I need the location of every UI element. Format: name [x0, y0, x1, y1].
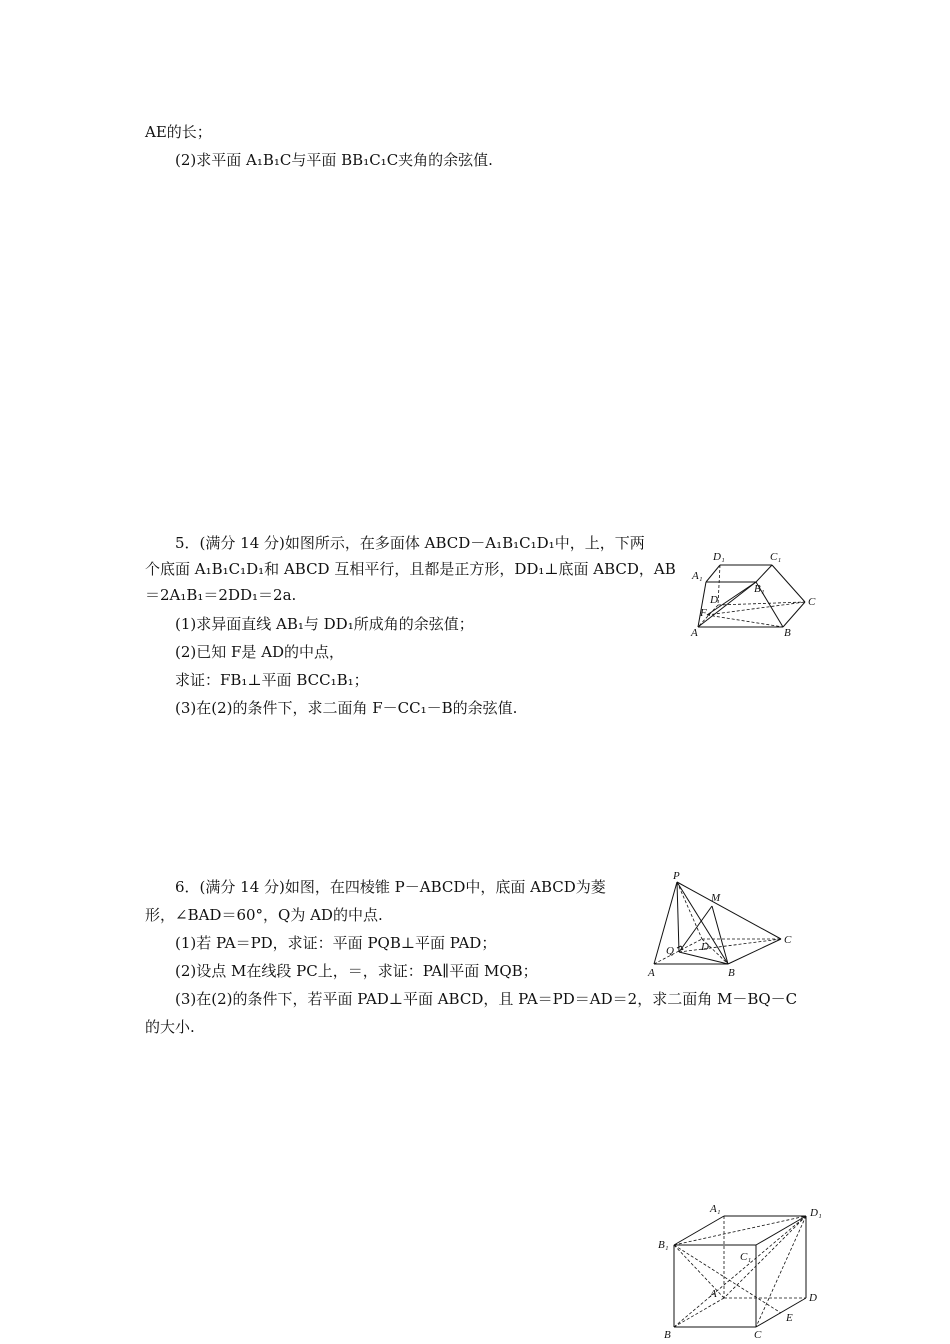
vertex-label: A₁: [710, 1203, 721, 1215]
vertex-label: F: [700, 607, 707, 619]
vertex-label: C: [784, 934, 792, 946]
vertex-label: B: [728, 967, 735, 979]
vertex-label: B: [784, 627, 791, 639]
text-line: (3)在(2)的条件下，求二面角 F－CC₁－B的余弦值.: [175, 699, 518, 717]
vertex-label: C₁: [740, 1251, 752, 1263]
vertex-label: D: [710, 594, 718, 606]
vertex-label: C₁: [770, 551, 782, 563]
text-line: 求证：FB₁⊥平面 BCC₁B₁；: [175, 671, 369, 689]
vertex-label: D₁: [810, 1207, 822, 1219]
vertex-label: Q: [666, 945, 674, 957]
text-line: 形，∠BAD＝60°，Q为 AD的中点.: [145, 906, 383, 924]
text-line: (2)已知 F是 AD的中点，: [175, 643, 345, 661]
vertex-label: A: [691, 627, 698, 639]
pyramid-figure: [644, 868, 794, 980]
polyhedron-figure: [688, 545, 823, 640]
text-line: 个底面 A₁B₁C₁D₁和 ABCD 互相平行，且都是正方形，DD₁⊥底面 ABCD，AB: [145, 560, 676, 578]
vertex-label: D: [701, 941, 709, 953]
text-line: ＝2A₁B₁＝2DD₁＝2a.: [145, 586, 297, 604]
text-line: (2)设点 M在线段 PC上，＝，求证：PA∥平面 MQB；: [175, 962, 538, 980]
vertex-label: B₁: [658, 1239, 669, 1251]
text-line: (1)求异面直线 AB₁与 DD₁所成角的余弦值；: [175, 615, 474, 633]
cube-figure: [650, 1200, 830, 1342]
vertex-label: D: [809, 1292, 817, 1304]
vertex-label: A: [648, 967, 655, 979]
vertex-label: A: [710, 1288, 717, 1300]
vertex-label: C: [808, 596, 816, 608]
text-line: AE的长；: [145, 123, 212, 141]
text-line: (1)若 PA＝PD，求证：平面 PQB⊥平面 PAD；: [175, 934, 497, 952]
vertex-label: B₁: [754, 583, 765, 595]
text-line: (2)求平面 A₁B₁C与平面 BB₁C₁C夹角的余弦值.: [175, 151, 493, 169]
vertex-label: E: [786, 1312, 793, 1324]
vertex-label: B: [664, 1329, 671, 1341]
vertex-label: M: [711, 892, 721, 904]
vertex-label: C: [754, 1329, 762, 1341]
vertex-label: P: [673, 870, 680, 882]
question-5-heading: 5．(满分 14 分)如图所示，在多面体 ABCD－A₁B₁C₁D₁中，上，下两: [175, 534, 645, 552]
text-line: 的大小.: [145, 1018, 195, 1036]
vertex-label: A₁: [692, 570, 703, 582]
question-6-heading: 6．(满分 14 分)如图，在四棱锥 P－ABCD中，底面 ABCD为菱: [175, 878, 606, 896]
vertex-label: D₁: [713, 551, 725, 563]
text-line: (3)在(2)的条件下，若平面 PAD⊥平面 ABCD，且 PA＝PD＝AD＝2，求二面角 M－BQ－C: [175, 990, 798, 1008]
